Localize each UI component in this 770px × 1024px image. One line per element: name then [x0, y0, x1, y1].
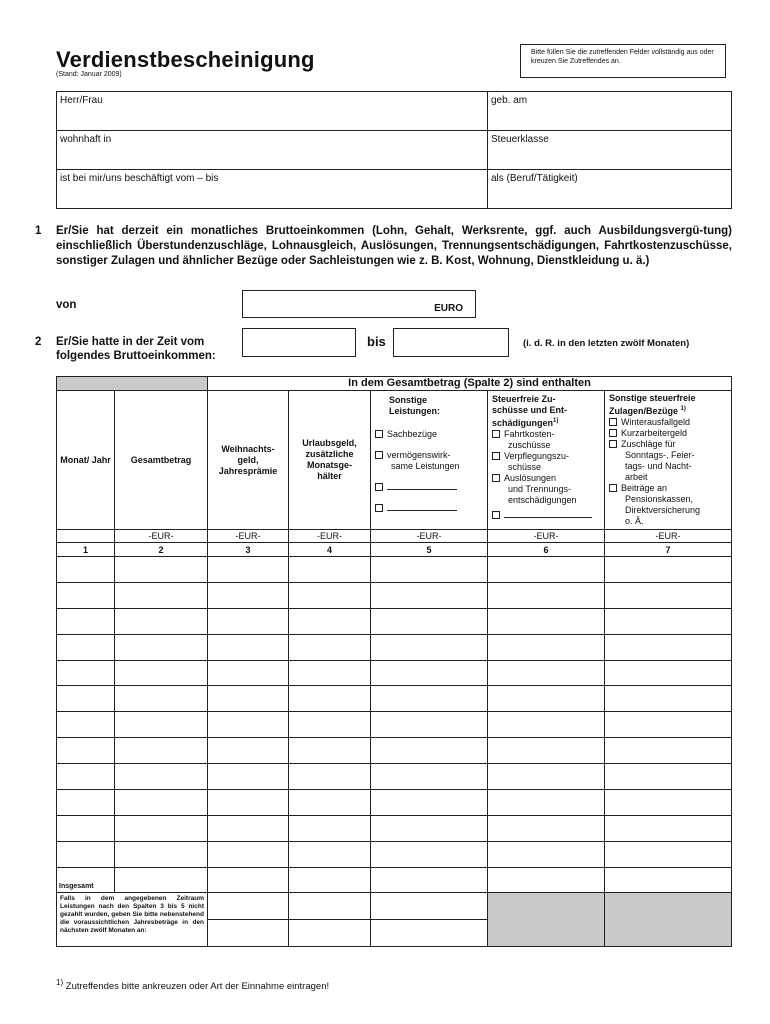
table-row: [57, 634, 732, 660]
eur-cell-1: [57, 530, 115, 543]
eur-cell-5: -EUR-: [371, 530, 488, 543]
col-number-2: 2: [115, 543, 208, 557]
table-row: [57, 686, 732, 712]
col7-title-a: Sonstige steuerfreie: [609, 393, 696, 403]
opt-verpflegung-b: schüsse: [508, 462, 542, 472]
table-header-blank: [57, 377, 208, 391]
table-cell[interactable]: [289, 686, 371, 712]
checkbox-sachbezuege[interactable]: [375, 430, 383, 438]
table-row: [57, 608, 732, 634]
total-cell-2[interactable]: [115, 867, 208, 892]
table-cell[interactable]: [57, 608, 115, 634]
table-cell[interactable]: [371, 660, 488, 686]
forecast-row: [57, 892, 732, 946]
data-rows: [57, 557, 732, 868]
table-cell[interactable]: [488, 738, 605, 764]
income-table: [56, 376, 732, 947]
forecast-cell-3[interactable]: [208, 892, 289, 946]
opt-fahrtkosten-b: zuschüsse: [508, 440, 551, 450]
total-label: Insgesamt: [57, 867, 115, 892]
table-cell[interactable]: [605, 582, 732, 608]
eur-cell-3: -EUR-: [208, 530, 289, 543]
total-cell-4[interactable]: [289, 867, 371, 892]
table-cell[interactable]: [605, 790, 732, 816]
forecast-cell-4[interactable]: [289, 892, 371, 946]
forecast-cell-7: [605, 892, 732, 946]
table-cell[interactable]: [371, 790, 488, 816]
table-cell[interactable]: [605, 660, 732, 686]
table-cell[interactable]: [488, 841, 605, 867]
table-cell[interactable]: [208, 557, 289, 583]
other-1-line[interactable]: [387, 483, 457, 490]
table-cell[interactable]: [371, 815, 488, 841]
table-cell[interactable]: [115, 790, 208, 816]
eur-cell-2: -EUR-: [115, 530, 208, 543]
eur-cell-6: -EUR-: [488, 530, 605, 543]
tax-class-label: Steuerklasse: [491, 134, 549, 145]
table-cell[interactable]: [605, 764, 732, 790]
table-row: [57, 712, 732, 738]
table-row: [57, 582, 732, 608]
name-field[interactable]: [57, 92, 488, 131]
page-title: Verdienstbescheinigung: [56, 47, 315, 72]
stand-date: (Stand: Januar 2009): [56, 71, 122, 78]
birthdate-label: geb. am: [491, 95, 528, 106]
checkbox-vwl[interactable]: [375, 451, 383, 459]
table-cell[interactable]: [115, 634, 208, 660]
table-cell[interactable]: [605, 634, 732, 660]
checkbox-zuschlaege[interactable]: [609, 440, 617, 448]
table-cell[interactable]: [605, 738, 732, 764]
total-cell-3[interactable]: [208, 867, 289, 892]
opt-ausloesungen-b: und Trennungs-: [508, 484, 572, 494]
table-cell[interactable]: [57, 738, 115, 764]
forecast-label: Falls in dem angegebenen Zeitraum Leistungen nach den Spalten 3 bis 5 nicht gezahlt wurden, geben Sie bitte nebenstehend die voraussichtlichen Jahresbeträge in den nächsten zwölf Monaten an:: [57, 892, 208, 946]
total-cell-6[interactable]: [488, 867, 605, 892]
number-row: [57, 543, 732, 557]
table-cell[interactable]: [488, 557, 605, 583]
table-cell[interactable]: [57, 557, 115, 583]
opt-beitraege-b: Pensionskassen,: [625, 494, 694, 504]
forecast-cell-5[interactable]: [371, 892, 488, 946]
table-cell[interactable]: [115, 660, 208, 686]
opt-zuschlaege-a: Zuschläge für: [621, 439, 676, 449]
personal-data-table: [56, 91, 732, 209]
checkbox-beitraege[interactable]: [609, 484, 617, 492]
tax-class-field[interactable]: [488, 131, 732, 170]
checkbox-other-2[interactable]: [375, 504, 383, 512]
table-row: [57, 557, 732, 583]
col-number-6: 6: [488, 543, 605, 557]
col7-title-b: Zulagen/Bezüge: [609, 406, 679, 416]
forecast-cell-6: [488, 892, 605, 946]
q2-from-input[interactable]: [242, 328, 356, 357]
table-cell[interactable]: [115, 841, 208, 867]
name-label: Herr/Frau: [60, 95, 103, 106]
table-cell[interactable]: [208, 634, 289, 660]
opt-fahrtkosten-a: Fahrtkosten-: [504, 429, 555, 439]
table-cell[interactable]: [289, 660, 371, 686]
opt-zuschlaege-b: Sonntags-, Feier-: [625, 450, 695, 460]
col-number-4: 4: [289, 543, 371, 557]
col-header-month: Monat/ Jahr: [57, 391, 115, 530]
opt-sachbezuege: Sachbezüge: [387, 429, 438, 439]
employment-period-field[interactable]: [57, 170, 488, 209]
table-cell[interactable]: [208, 738, 289, 764]
col-header-other: [371, 391, 488, 530]
table-cell[interactable]: [488, 790, 605, 816]
table-cell[interactable]: [57, 712, 115, 738]
q2-number: 2: [35, 336, 42, 348]
other-2-line[interactable]: [387, 504, 457, 511]
table-cell[interactable]: [488, 660, 605, 686]
eur-cell-4: -EUR-: [289, 530, 371, 543]
table-cell[interactable]: [208, 660, 289, 686]
q1-von-label: von: [56, 299, 77, 311]
table-cell[interactable]: [57, 634, 115, 660]
hint-text: Bitte füllen Sie die zutreffenden Felder vollständig aus oder kreuzen Sie Zutreffendes an.: [531, 49, 714, 65]
col6-sup: 1): [553, 418, 559, 424]
checkbox-fahrtkosten[interactable]: [492, 430, 500, 438]
checkbox-verpflegung[interactable]: [492, 452, 500, 460]
table-cell[interactable]: [289, 790, 371, 816]
table-row: [57, 790, 732, 816]
table-cell[interactable]: [115, 712, 208, 738]
opt-vwl-a: vermögenswirk-: [387, 450, 451, 460]
col6-title-b: schüsse und Ent-: [492, 405, 568, 415]
table-cell[interactable]: [488, 764, 605, 790]
table-cell[interactable]: [371, 582, 488, 608]
table-cell[interactable]: [115, 815, 208, 841]
total-cell-5[interactable]: [371, 867, 488, 892]
eur-row: [57, 530, 732, 543]
table-row: [57, 815, 732, 841]
table-cell[interactable]: [371, 557, 488, 583]
table-cell[interactable]: [208, 686, 289, 712]
table-cell[interactable]: [371, 686, 488, 712]
table-cell[interactable]: [488, 634, 605, 660]
q2-note: (i. d. R. in den letzten zwölf Monaten): [523, 338, 690, 349]
table-row: [57, 841, 732, 867]
table-cell[interactable]: [208, 764, 289, 790]
occupation-field[interactable]: [488, 170, 732, 209]
table-group-header: In dem Gesamtbetrag (Spalte 2) sind enthalten: [208, 377, 732, 391]
table-cell[interactable]: [57, 764, 115, 790]
opt-beitraege-a: Beiträge an: [621, 483, 668, 493]
checkbox-taxfree-other[interactable]: [492, 511, 500, 519]
occupation-label: als (Beruf/Tätigkeit): [491, 173, 578, 184]
table-cell[interactable]: [289, 738, 371, 764]
birthdate-field[interactable]: [488, 92, 732, 131]
opt-vwl-b: same Leistungen: [391, 461, 460, 471]
checkbox-other-1[interactable]: [375, 483, 383, 491]
table-cell[interactable]: [289, 712, 371, 738]
col6-title-a: Steuerfreie Zu-: [492, 394, 556, 404]
table-cell[interactable]: [371, 764, 488, 790]
opt-kurzarbeit: Kurzarbeitergeld: [621, 428, 688, 438]
table-row: [57, 738, 732, 764]
col-number-1: 1: [57, 543, 115, 557]
opt-zuschlaege-d: arbeit: [625, 472, 648, 482]
col-header-total: Gesamtbetrag: [115, 391, 208, 530]
q2-bis-label: bis: [367, 334, 386, 349]
table-cell[interactable]: [208, 712, 289, 738]
table-cell[interactable]: [289, 634, 371, 660]
taxfree-other-line[interactable]: [504, 511, 592, 518]
table-cell[interactable]: [488, 686, 605, 712]
table-cell[interactable]: [289, 841, 371, 867]
col-header-other-taxfree: [605, 391, 732, 530]
table-row: [57, 764, 732, 790]
table-cell[interactable]: [371, 608, 488, 634]
table-cell[interactable]: [371, 841, 488, 867]
q1-number: 1: [35, 225, 42, 237]
table-cell[interactable]: [115, 582, 208, 608]
q2-text-line1: Er/Sie hatte in der Zeit vom: [56, 336, 205, 348]
q1-euro-label: EURO: [434, 303, 463, 314]
table-cell[interactable]: [605, 686, 732, 712]
col6-title-c: schädigungen: [492, 418, 554, 428]
table-cell[interactable]: [57, 790, 115, 816]
opt-beitraege-c: Direktversicherung: [625, 505, 701, 515]
opt-zuschlaege-c: tags- und Nacht-: [625, 461, 692, 471]
table-cell[interactable]: [208, 841, 289, 867]
q1-income-input[interactable]: [242, 290, 476, 318]
table-cell[interactable]: [488, 712, 605, 738]
table-cell[interactable]: [57, 841, 115, 867]
table-cell[interactable]: [289, 815, 371, 841]
checkbox-winterausfall[interactable]: [609, 418, 617, 426]
col5-title: Sonstige Leistungen:: [389, 395, 440, 416]
col-number-7: 7: [605, 543, 732, 557]
table-cell[interactable]: [605, 815, 732, 841]
table-cell[interactable]: [289, 557, 371, 583]
table-cell[interactable]: [371, 738, 488, 764]
address-label: wohnhaft in: [60, 134, 112, 145]
table-cell[interactable]: [208, 582, 289, 608]
checkbox-kurzarbeit[interactable]: [609, 429, 617, 437]
total-row: [57, 867, 732, 892]
q1-text: Er/Sie hat derzeit ein monatliches Bruttoeinkommen (Lohn, Gehalt, Werksrente, ggf. auch Ausbildungsvergü-tung) einschließlich Überstundenzuschläge, Lohnausgleich, Auslösungen, Trennungsentschädigungen, Fahrtkostenzuschüsse, sonstiger Zulagen und ähnlicher Bezüge oder Sachleistungen wie z. B. Kost, Wohnung, Dienstkleidung u. ä.): [56, 225, 732, 267]
address-field[interactable]: [57, 131, 488, 170]
col-header-christmas: Weihnachts- geld, Jahresprämie: [208, 391, 289, 530]
table-cell[interactable]: [115, 608, 208, 634]
eur-cell-7: -EUR-: [605, 530, 732, 543]
opt-ausloesungen-c: entschädigungen: [508, 495, 577, 505]
table-cell[interactable]: [57, 660, 115, 686]
table-cell[interactable]: [115, 557, 208, 583]
opt-winterausfall: Winterausfallgeld: [621, 417, 691, 427]
q2-text-line2: folgendes Bruttoeinkommen:: [56, 350, 216, 362]
opt-ausloesungen-a: Auslösungen: [504, 473, 557, 483]
col7-sup: 1): [680, 406, 686, 412]
table-cell[interactable]: [208, 790, 289, 816]
footnote-mark: 1): [56, 978, 64, 987]
table-cell[interactable]: [208, 608, 289, 634]
table-cell[interactable]: [605, 712, 732, 738]
col-number-3: 3: [208, 543, 289, 557]
table-cell[interactable]: [371, 634, 488, 660]
table-cell[interactable]: [115, 764, 208, 790]
col-header-taxfree: [488, 391, 605, 530]
table-cell[interactable]: [605, 841, 732, 867]
table-cell[interactable]: [605, 608, 732, 634]
q2-to-input[interactable]: [393, 328, 509, 357]
table-cell[interactable]: [115, 738, 208, 764]
col-header-vacation: Urlaubsgeld, zusätzliche Monatsge- hälter: [289, 391, 371, 530]
checkbox-ausloesungen[interactable]: [492, 474, 500, 482]
hint-box: [520, 44, 726, 78]
table-cell[interactable]: [57, 815, 115, 841]
opt-beitraege-d: o. Ä.: [625, 516, 644, 526]
col-number-5: 5: [371, 543, 488, 557]
table-cell[interactable]: [57, 686, 115, 712]
table-cell[interactable]: [605, 557, 732, 583]
table-cell[interactable]: [488, 608, 605, 634]
table-cell[interactable]: [208, 815, 289, 841]
total-cell-7[interactable]: [605, 867, 732, 892]
table-cell[interactable]: [371, 712, 488, 738]
employment-period-label: ist bei mir/uns beschäftigt vom – bis: [60, 173, 219, 184]
table-cell[interactable]: [57, 582, 115, 608]
table-cell[interactable]: [488, 815, 605, 841]
table-cell[interactable]: [289, 582, 371, 608]
footnote-text: Zutreffendes bitte ankreuzen oder Art der Einnahme eintragen!: [65, 981, 330, 993]
table-cell[interactable]: [488, 582, 605, 608]
table-cell[interactable]: [289, 764, 371, 790]
opt-verpflegung-a: Verpflegungszu-: [504, 451, 570, 461]
table-cell[interactable]: [289, 608, 371, 634]
table-cell[interactable]: [115, 686, 208, 712]
footnote: [56, 978, 329, 992]
table-row: [57, 660, 732, 686]
